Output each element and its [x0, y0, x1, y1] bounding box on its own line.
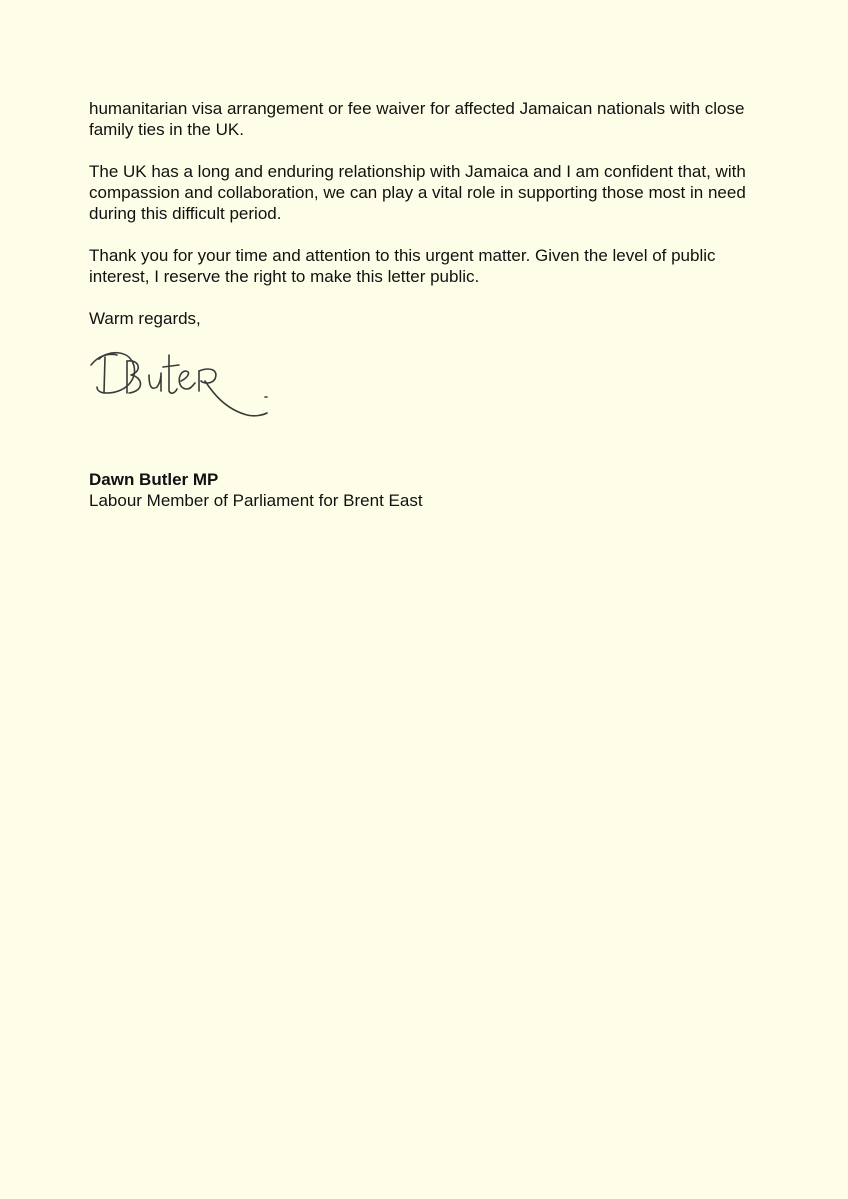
signature-block — [89, 469, 778, 511]
letter-paragraph: The UK has a long and enduring relationship with Jamaica and I am confident that, with compassion and collaboration, we can play a vital role in supporting those most in need during this difficult period. — [89, 162, 746, 223]
handwritten-signature — [87, 341, 277, 431]
closing-salutation: Warm regards, — [89, 309, 201, 328]
letter-paragraph: humanitarian visa arrangement or fee waiver for affected Jamaican nationals with close family ties in the UK. — [89, 99, 745, 139]
signatory-title: Labour Member of Parliament for Brent East — [89, 491, 423, 510]
letter-paragraph: Thank you for your time and attention to this urgent matter. Given the level of public interest, I reserve the right to make this letter public. — [89, 246, 716, 286]
signatory-name: Dawn Butler MP — [89, 470, 219, 489]
